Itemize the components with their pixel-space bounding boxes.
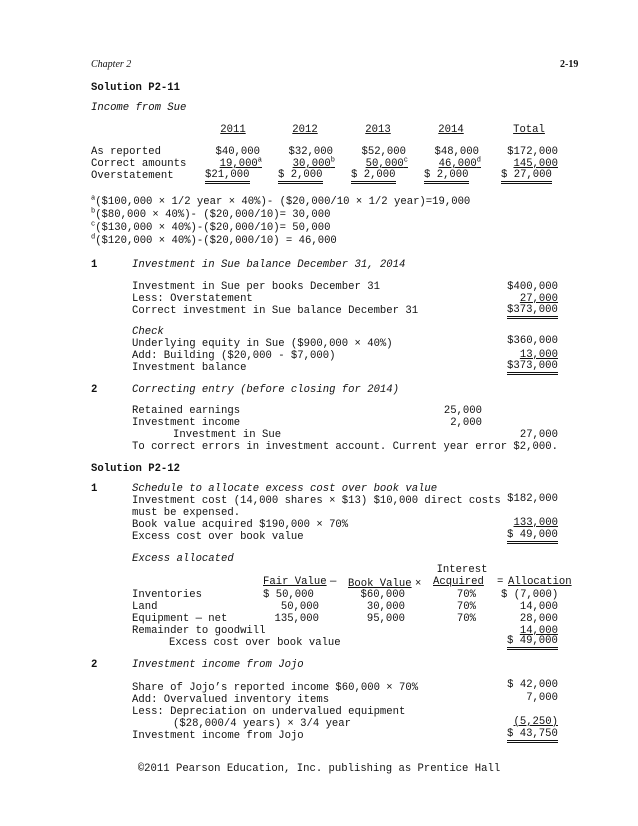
cell-value: $40,000 — [215, 146, 260, 158]
solution-p2-11-title: Solution P2-11 — [91, 82, 181, 94]
line-label: Share of Jojo’s reported income $60,000 × 70% — [132, 682, 419, 694]
alloc-amount: $ (7,000) — [501, 589, 559, 601]
entry-credit: 27,000 — [519, 429, 558, 441]
cell-value: 50,000$^c$ — [365, 156, 408, 170]
cell-value: 19,000$^a$ — [219, 156, 262, 170]
cell-value: $32,000 — [288, 146, 333, 158]
cell-value: $ 2,000 — [351, 170, 396, 184]
line-label: Less: Overstatement — [132, 293, 253, 305]
excess-amount: $ 49,000 — [507, 530, 558, 544]
column-header-2011: 2011 — [220, 124, 246, 136]
entry-debit: 2,000 — [450, 417, 482, 429]
entry-label: Investment income — [132, 417, 241, 429]
excess-label: Excess cost over book value — [132, 531, 304, 543]
check-heading: Check — [132, 326, 164, 338]
line-amount: 7,000 — [526, 692, 558, 704]
alloc-book-value: $60,000 — [360, 589, 405, 601]
cell-value: 30,000$^b$ — [292, 156, 335, 170]
cell-value: $ 2,000 — [424, 170, 469, 184]
cell-value: $48,000 — [434, 146, 479, 158]
line-amount: (5,250) — [513, 716, 558, 728]
line-amount: $373,000 — [507, 305, 558, 319]
line-label: Add: Overvalued inventory items — [132, 694, 330, 706]
column-header-2014: 2014 — [438, 124, 464, 136]
line-label: ($28,000/4 years) × 3/4 year — [173, 718, 352, 730]
line-label: Underlying equity in Sue ($900,000 × 40%) — [132, 338, 393, 350]
cell-value: $ 27,000 — [501, 170, 552, 184]
alloc-amount: 14,000 — [519, 601, 558, 613]
column-header-acquired: Acquired — [433, 576, 484, 588]
line-label: Investment balance — [132, 362, 247, 374]
part-number: 2 — [91, 384, 98, 396]
alloc-row-label: Equipment — net — [132, 613, 228, 625]
part-heading: Schedule to allocate excess cost over book value — [132, 483, 438, 495]
part-number: 2 — [91, 659, 98, 671]
alloc-row-label: Excess cost over book value — [169, 637, 341, 649]
line-label: Add: Building ($20,000 - $7,000) — [132, 350, 336, 362]
part-number: 1 — [91, 483, 98, 495]
entry-label: Investment in Sue — [173, 429, 282, 441]
column-header-2012: 2012 — [292, 124, 318, 136]
line-amount: 13,000 — [519, 349, 558, 361]
footnote-b: $^b$($80,000 × 40%)- ($20,000/10)= 30,000 — [91, 207, 331, 221]
line-amount: $373,000 — [507, 361, 558, 375]
entry-memo: To correct errors in investment account. Current year error $2,000. — [132, 441, 558, 453]
book-value-label: Book value acquired $190,000 × 70% — [132, 519, 349, 531]
line-label: Investment income from Jojo — [132, 730, 304, 742]
operator-minus: — — [330, 576, 337, 588]
alloc-percent: 70% — [456, 613, 476, 625]
entry-debit: 25,000 — [443, 405, 482, 417]
alloc-percent: 70% — [456, 589, 476, 601]
income-from-sue-subtitle: Income from Sue — [91, 102, 187, 114]
column-header-fair-value: Fair Value — [263, 576, 327, 588]
footnote-c: $^c$($130,000 × 40%)-($20,000/10)= 50,000 — [91, 220, 331, 234]
solution-p2-12-title: Solution P2-12 — [91, 463, 181, 475]
part-heading: Investment in Sue balance December 31, 2014 — [132, 259, 406, 271]
entry-label: Retained earnings — [132, 405, 241, 417]
cell-value: 145,000 — [513, 158, 558, 170]
footnote-d: $^d$($120,000 × 40%)-($20,000/10) = 46,000 — [91, 233, 337, 247]
alloc-fair-value: 50,000 — [280, 601, 319, 613]
alloc-amount: 14,000 — [519, 625, 558, 637]
alloc-row-label: Remainder to goodwill — [132, 625, 266, 637]
alloc-book-value: 30,000 — [366, 601, 405, 613]
column-header-total: Total — [513, 124, 545, 136]
alloc-row-label: Land — [132, 601, 158, 613]
operator-times: × — [415, 578, 422, 590]
row-label-correct-amounts: Correct amounts — [91, 158, 187, 170]
cost-amount: $182,000 — [507, 493, 558, 505]
alloc-amount: 28,000 — [519, 613, 558, 625]
row-label-as-reported: As reported — [91, 146, 161, 158]
line-amount: 27,000 — [519, 293, 558, 305]
page-number: 2-19 — [560, 59, 579, 70]
column-header-interest: Interest — [436, 564, 488, 576]
line-label: Investment in Sue per books December 31 — [132, 281, 380, 293]
alloc-fair-value: 135,000 — [274, 613, 319, 625]
line-amount: $400,000 — [507, 281, 558, 293]
column-header-allocation: Allocation — [508, 576, 572, 588]
excess-allocated-heading: Excess allocated — [132, 553, 234, 565]
book-value-amount: 133,000 — [513, 517, 558, 529]
alloc-fair-value: $ 50,000 — [263, 589, 314, 601]
line-amount: $360,000 — [507, 335, 558, 347]
cell-value: $ 2,000 — [278, 170, 323, 184]
line-label: Correct investment in Sue balance December 31 — [132, 305, 419, 317]
alloc-amount: $ 49,000 — [507, 636, 558, 650]
line-amount: $ 42,000 — [507, 679, 558, 691]
cell-value: $52,000 — [361, 146, 406, 158]
cost-line: must be expensed. — [132, 507, 241, 519]
line-label: Less: Depreciation on undervalued equipment — [132, 706, 406, 718]
column-header-book-value: Book Value — [348, 578, 412, 590]
cost-line: Investment cost (14,000 shares × $13) $10,000 direct costs — [132, 495, 501, 507]
column-header-2013: 2013 — [365, 124, 391, 136]
cell-value: $21,000 — [205, 170, 250, 184]
part-number: 1 — [91, 259, 98, 271]
copyright-footer: ©2011 Pearson Education, Inc. publishing as Prentice Hall — [137, 763, 501, 775]
operator-equals: = — [497, 576, 504, 588]
row-label-overstatement: Overstatement — [91, 170, 174, 182]
line-amount: $ 43,750 — [507, 729, 558, 743]
alloc-percent: 70% — [456, 601, 476, 613]
cell-value: 46,000$^d$ — [438, 156, 481, 170]
chapter-label: Chapter 2 — [91, 59, 132, 70]
alloc-book-value: 95,000 — [366, 613, 405, 625]
part-heading: Correcting entry (before closing for 2014) — [132, 384, 400, 396]
cell-value: $172,000 — [507, 146, 558, 158]
alloc-row-label: Inventories — [132, 589, 202, 601]
part-heading: Investment income from Jojo — [132, 659, 304, 671]
footnote-a: $^a$($100,000 × 1/2 year × 40%)- ($20,000/10 × 1/2 year)=19,000 — [91, 194, 471, 208]
